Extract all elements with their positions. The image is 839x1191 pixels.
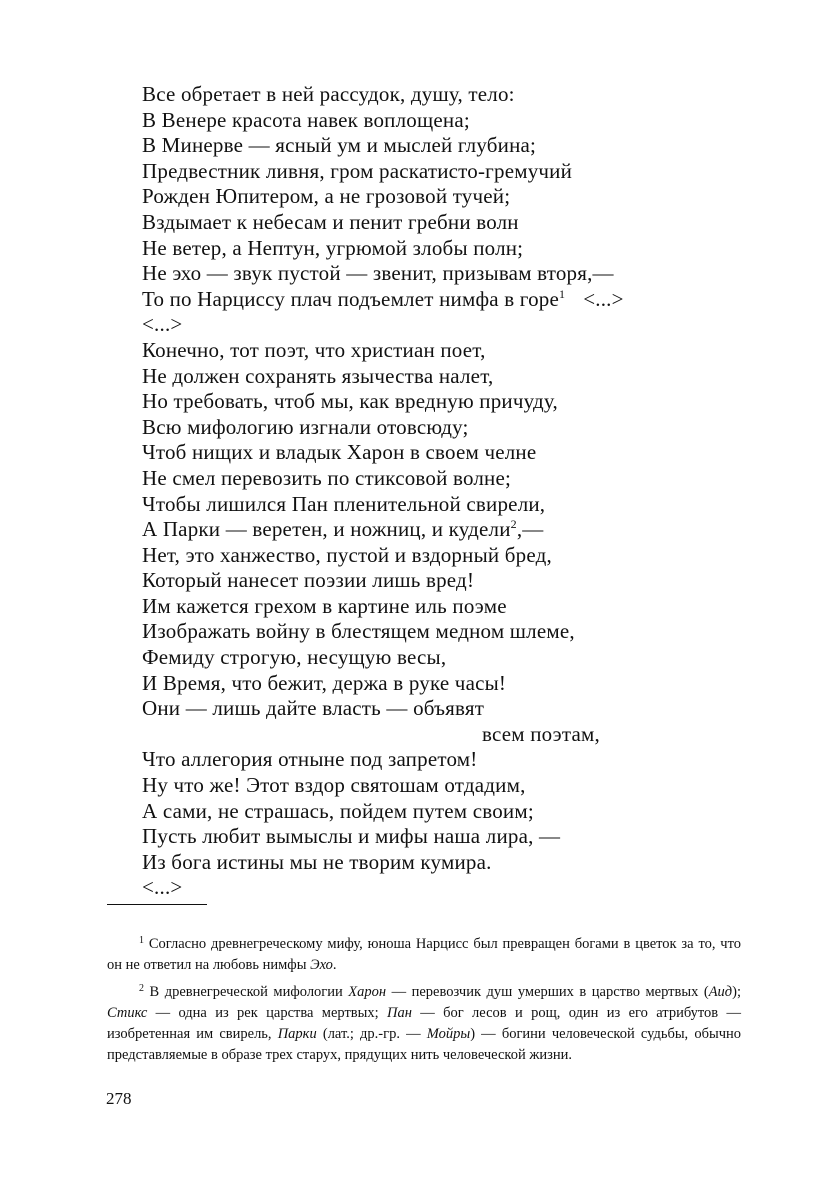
footnote-text: (лат.; др.-гр. —	[316, 1026, 427, 1042]
verse-line: Пусть любит вымыслы и мифы наша лира, —	[142, 824, 561, 849]
footnote-divider	[107, 904, 207, 905]
verse-line: Всю мифологию изгнали отовсюду;	[142, 414, 469, 439]
footnote-term: Стикс	[107, 1005, 148, 1021]
footnote-text: ) — богини человеческой судьбы, обычно представляемые в образе трех старух, прядущих нить человеческой жизни.	[107, 1026, 742, 1063]
footnote-text: .	[332, 957, 337, 973]
verse-line: Не должен сохранять язычества налет,	[142, 363, 494, 388]
verse-line: И Время, что бежит, держа в руке часы!	[142, 670, 507, 695]
verse-line: В Венере красота навек воплощена;	[142, 107, 470, 132]
footnote-number: 1	[139, 935, 144, 946]
verse-line: Конечно, тот поэт, что христиан поет,	[142, 337, 486, 362]
verse-line: <...>	[142, 875, 183, 900]
footnote-1	[107, 934, 741, 976]
footnote-marker: 2	[510, 517, 517, 532]
footnote-term: Мойры	[426, 1026, 471, 1042]
verse-text: То по Нарциссу плач подъемлет нимфа в горе	[142, 286, 560, 311]
verse-line: Они — лишь дайте власть — объявят	[142, 696, 485, 721]
footnote-text: — перевозчик душ умерших в царство мертвых (	[386, 984, 709, 1000]
verse-line: Изображать войну в блестящем медном шлеме,	[142, 619, 575, 644]
footnote-2	[107, 982, 741, 1066]
verse-line: Предвестник ливня, гром раскатисто-гремучий	[142, 158, 573, 183]
poem-block	[142, 82, 702, 901]
verse-line: Вздымает к небесам и пенит гребни волн	[142, 209, 519, 234]
verse-line: Не смел перевозить по стиксовой волне;	[142, 465, 512, 490]
footnote-term: Пан	[387, 1005, 412, 1021]
footnote-text: — одна из рек царства мертвых;	[147, 1005, 388, 1021]
verse-line: Им кажется грехом в картине иль поэме	[142, 593, 507, 618]
footnote-term: Парки	[277, 1026, 317, 1042]
verse-line: Рожден Юпитером, а не грозовой тучей;	[142, 184, 511, 209]
verse-line: Не ветер, а Нептун, угрюмой злобы полн;	[142, 235, 524, 260]
verse-line: Ну что же! Этот вздор святошам отдадим,	[142, 773, 526, 798]
ellipsis-mark: <...>	[583, 286, 624, 311]
verse-line: Чтоб нищих и владык Харон в своем челне	[142, 440, 537, 465]
verse-line: Чтобы лишился Пан пленительной свирели,	[142, 491, 546, 516]
verse-line: В Минерве — ясный ум и мыслей глубина;	[142, 133, 537, 158]
verse-line	[142, 287, 702, 313]
verse-line: Но требовать, чтоб мы, как вредную причуду,	[142, 389, 558, 414]
verse-line	[142, 517, 702, 543]
verse-line-continuation: всем поэтам,	[482, 721, 600, 746]
footnote-term: Аид	[708, 984, 733, 1000]
verse-line: Который нанесет поэзии лишь вред!	[142, 568, 475, 593]
footnote-number: 2	[139, 983, 144, 994]
verse-line: А сами, не страшась, пойдем путем своим;	[142, 798, 534, 823]
footnote-marker: 1	[559, 286, 566, 301]
verse-line: <...>	[142, 312, 183, 337]
verse-punctuation: ,—	[516, 517, 544, 542]
footnote-term: Эхо	[310, 957, 333, 973]
footnote-text: Согласно древнегреческому мифу, юноша Нарцисс был превращен богами в цветок за то, что он не ответил на любовь нимфы	[107, 936, 741, 973]
footnote-text: );	[732, 984, 742, 1000]
footnote-text: — бог лесов и рощ, один из его атрибутов — изобретенная им свирель,	[107, 1005, 741, 1042]
verse-line: Все обретает в ней рассудок, душу, тело:	[142, 82, 515, 106]
verse-line: Фемиду строгую, несущую весы,	[142, 645, 447, 670]
footnote-text: В древнегреческой мифологии	[149, 984, 349, 1000]
verse-line: Не эхо — звук пустой — звенит, призывам вторя,—	[142, 261, 614, 286]
verse-line: Нет, это ханжество, пустой и вздорный бред,	[142, 542, 552, 567]
verse-line: Из бога истины мы не творим кумира.	[142, 849, 492, 874]
page-number: 278	[106, 1089, 132, 1108]
footnote-term: Харон	[348, 984, 387, 1000]
footnotes	[107, 934, 741, 1072]
verse-text: А Парки — веретен, и ножниц, и кудели	[142, 517, 511, 542]
verse-line: Что аллегория отныне под запретом!	[142, 747, 478, 772]
